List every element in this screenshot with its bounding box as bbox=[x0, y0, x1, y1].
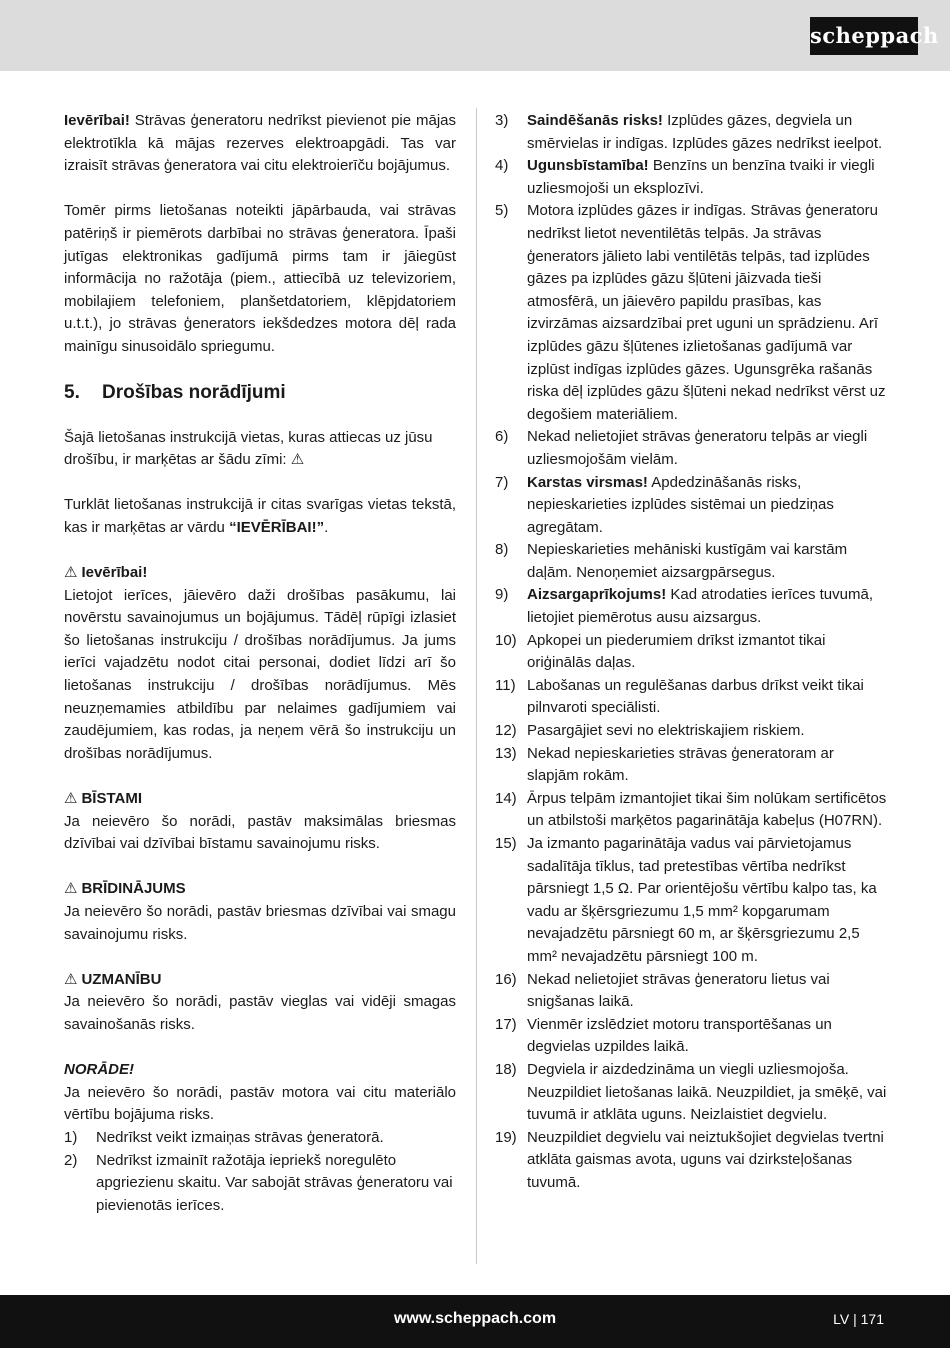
header-band bbox=[0, 0, 950, 71]
item-text bbox=[527, 584, 887, 629]
item-bold: Karstas virsmas! bbox=[527, 473, 648, 491]
intro-bold: Ievērībai! bbox=[64, 112, 130, 129]
item-bold: Saindēšanās risks! bbox=[527, 112, 663, 129]
list-item bbox=[64, 1150, 456, 1218]
list-item bbox=[495, 630, 887, 675]
item-number: 15) bbox=[495, 835, 517, 852]
caution-label: UZMANĪBU bbox=[81, 970, 162, 988]
note-text: Ja neievēro šo norādi, pastāv motora vai citu materiālo vērtību bojājuma risks. bbox=[64, 1083, 456, 1124]
item-text: Neuzpildiet degvielu vai neiztukšojiet degvielas tvertni atklāta gaismas avota, uguns vai dzirksteļošanas tuvumā. bbox=[527, 1128, 884, 1191]
warn-label: Ievērībai! bbox=[81, 564, 148, 582]
list-item bbox=[495, 426, 887, 471]
paragraph-3: Šajā lietošanas instrukcijā vietas, kuras attiecas uz jūsu drošību, ir marķētas ar šādu zīmi: ⚠ bbox=[64, 428, 433, 469]
caution-heading bbox=[64, 969, 456, 992]
item-text: Nedrīkst izmainīt ražotāja iepriekš noregulēto apgriezienu skaitu. Var sabojāt strāvas ģeneratoru vai pievienotās ierīces. bbox=[96, 1151, 453, 1214]
warning-heading bbox=[64, 878, 456, 901]
list-item bbox=[495, 743, 887, 788]
list-item bbox=[495, 720, 887, 743]
item-number: 16) bbox=[495, 970, 517, 988]
item-bold: Ugunsbīstamība! bbox=[527, 157, 649, 175]
item-text: Vienmēr izslēdziet motoru transportēšanas un degvielas uzpildes laikā. bbox=[527, 1015, 832, 1056]
item-text: Nekad nepieskarieties strāvas ģeneratoram ar slapjām rokām. bbox=[527, 744, 834, 785]
warning-text: Ja neievēro šo norādi, pastāv briesmas dzīvībai vai smagu savainojumu risks. bbox=[64, 903, 456, 943]
item-text: Motora izplūdes gāzes ir indīgas. Strāvas ģeneratoru nedrīkst lietot neventilētās telpās. Ja strāvas ģenerators jālieto labi ventilētās telpās, tad izplūdes gāzes pa izplūdes gāzu šļūteni jāizvada tieši atmosfērā, un jāievēro papildu prasības, kas izvirzāmas aizsardzībai pret uguni un sprādzienu. Arī izplūdes gāzu šļūtenes izlietošanas gadījumā var izplūst indīgas izplūdes gāzes. Ugunsgrēka rašanās riska dēļ izplūdes gāzu šļūteni nekad nedrīkst vērst uz degošiem materiāliem. bbox=[527, 202, 886, 423]
item-number: 3) bbox=[495, 112, 509, 129]
footer-bar bbox=[0, 1295, 950, 1348]
footer-url[interactable]: www.scheppach.com bbox=[393, 1310, 557, 1327]
item-text bbox=[527, 472, 887, 540]
item-number: 18) bbox=[495, 1060, 517, 1078]
item-body: Apdedzināšanās risks, nepieskarieties izplūdes sistēmai un piedziņas agregātam. bbox=[527, 473, 834, 536]
section-title: Drošības norādījumi bbox=[102, 381, 286, 403]
intro-text: Strāvas ģeneratoru nedrīkst pievienot pie mājas elektrotīkla kā mājas rezerves elektroapgādi. Tas var izraisīt strāvas ģeneratora vai citu elektroierīču bojājumus. bbox=[64, 112, 456, 175]
warning-label: BRĪDINĀJUMS bbox=[81, 880, 186, 898]
item-bold: Aizsargaprīkojums! bbox=[527, 586, 667, 604]
item-number: 9) bbox=[495, 586, 509, 604]
item-number: 12) bbox=[495, 722, 517, 740]
item-text: Pasargājiet sevi no elektriskajiem riskiem. bbox=[527, 722, 805, 740]
item-number: 1) bbox=[64, 1128, 78, 1146]
left-column bbox=[64, 110, 456, 1217]
list-item bbox=[495, 155, 887, 200]
danger-text: Ja neievēro šo norādi, pastāv maksimālas briesmas dzīvībai vai dzīvībai bīstamu savainojumu risks. bbox=[64, 812, 456, 853]
item-number: 10) bbox=[495, 631, 517, 649]
item-number: 13) bbox=[495, 744, 517, 762]
danger-label: BĪSTAMI bbox=[81, 790, 143, 808]
list-item bbox=[495, 200, 887, 426]
danger-heading bbox=[64, 788, 456, 811]
warn-heading bbox=[64, 562, 456, 585]
item-text: Ja izmanto pagarinātāja vadus vai pārvietojamus sadalītāja tīklus, tad pretestības vērtība nedrīkst pārsniegt 1,5 Ω. Par orientējošu vērtību kalpo tas, ka vadu ar šķērsgriezumu 1,5 mm² kopgarumam nevajadzētu pārsniegt 60 m, ar šķērsgriezumu 2,5 mm² nevajadzētu pārsniegt 100 m. bbox=[527, 835, 877, 965]
item-text: Labošanas un regulēšanas darbus drīkst veikt tikai pilnvaroti speciālisti. bbox=[527, 676, 864, 717]
item-body: Benzīns un benzīna tvaiki ir viegli uzliesmojoši un eksplozīvi. bbox=[527, 157, 875, 197]
list-item bbox=[495, 472, 887, 540]
item-text bbox=[527, 110, 887, 155]
list-item bbox=[495, 1014, 887, 1059]
intro-paragraph bbox=[64, 110, 456, 178]
list-item bbox=[495, 788, 887, 833]
list-item bbox=[495, 675, 887, 720]
item-number: 4) bbox=[495, 157, 509, 175]
right-column bbox=[495, 110, 887, 1195]
page-number: LV | 171 bbox=[833, 1311, 884, 1327]
list-item bbox=[495, 539, 887, 584]
item-number: 7) bbox=[495, 473, 509, 491]
item-text: Apkopei un piederumiem drīkst izmantot tikai oriģinālās daļas. bbox=[527, 631, 826, 672]
item-body: Izplūdes gāzes, degviela un smērvielas ir indīgas. Izplūdes gāzes nedrīkst ieelpot. bbox=[527, 112, 883, 152]
warning-triangle-icon: ⚠ bbox=[64, 970, 78, 988]
item-text: Nepieskarieties mehāniski kustīgām vai karstām daļām. Nenoņemiet aizsargpārsegus. bbox=[527, 541, 848, 581]
para4-post: . bbox=[324, 518, 329, 536]
item-number: 6) bbox=[495, 428, 509, 446]
item-text bbox=[527, 155, 887, 200]
item-number: 14) bbox=[495, 789, 517, 807]
warning-triangle-icon: ⚠ bbox=[64, 790, 78, 808]
list-item bbox=[495, 584, 887, 629]
item-number: 5) bbox=[495, 202, 509, 220]
item-text: Ārpus telpām izmantojiet tikai šim nolūkam sertificētos un atbilstoši marķētos pagarinātāja kabeļus (H07RN). bbox=[527, 789, 887, 830]
item-number: 11) bbox=[495, 676, 516, 694]
brand-logo: scheppach bbox=[810, 17, 918, 55]
item-text: Nedrīkst veikt izmaiņas strāvas ģeneratorā. bbox=[96, 1128, 384, 1146]
right-list bbox=[495, 110, 887, 1195]
item-body: Kad atrodaties ierīces tuvumā, lietojiet piemērotus ausu aizsargus. bbox=[527, 586, 873, 627]
section-heading bbox=[64, 381, 456, 405]
list-item bbox=[495, 1127, 887, 1195]
paragraph-2: Tomēr pirms lietošanas noteikti jāpārbauda, vai strāvas patēriņš ir piemērots darbībai no strāvas ģeneratora. Īpaši jutīgas elektronikas gadījumā pirms tam ir jāiegūst informācija no ražotāja (piem., attiecībā uz televizoriem, mobilajiem telefoniem, planšetdatoriem, klēpjdatoriem u.t.t.), jo strāvas ģenerators iekšdedzes motora dēļ rada mainīgu sinusoidālo spriegumu. bbox=[64, 202, 456, 355]
paragraph-4 bbox=[64, 494, 456, 539]
para4-bold: “IEVĒRĪBAI!” bbox=[229, 518, 325, 536]
column-divider bbox=[476, 108, 477, 1264]
list-item bbox=[64, 1127, 456, 1150]
item-number: 8) bbox=[495, 541, 509, 559]
section-number: 5. bbox=[64, 381, 80, 403]
warn-text: Lietojot ierīces, jāievēro daži drošības pasākumu, lai novērstu savainojumus un bojājumus. Tādēļ rūpīgi izlasiet šo lietošanas instrukciju / drošības norādījumus. Ja jums ierīci vajadzētu nodot citai personai, dodiet līdzi arī šo lietošanas instrukciju / drošības norādījumus. Mēs neuzņemamies atbildību par nelaimes gadījumiem vai zaudējumiem, kas rodas, ja neņem vērā šo instrukciju un drošības norādījumus. bbox=[64, 586, 456, 762]
note-label: NORĀDE! bbox=[64, 1061, 134, 1079]
list-item bbox=[495, 1059, 887, 1127]
list-item bbox=[495, 833, 887, 969]
item-text: Nekad nelietojiet strāvas ģeneratoru telpās ar viegli uzliesmojošām vielām. bbox=[527, 428, 868, 468]
warning-triangle-icon: ⚠ bbox=[64, 880, 78, 898]
item-number: 17) bbox=[495, 1015, 517, 1033]
list-item bbox=[495, 969, 887, 1014]
item-number: 19) bbox=[495, 1128, 517, 1146]
item-text: Nekad nelietojiet strāvas ģeneratoru lietus vai snigšanas laikā. bbox=[527, 970, 830, 1011]
item-text: Degviela ir aizdedzināma un viegli uzliesmojoša. Neuzpildiet lietošanas laikā. Neuzpildiet, ja smēķē, vai tuvumā ir atklāta uguns. Neizlaistiet degvielu. bbox=[527, 1060, 887, 1124]
caution-text: Ja neievēro šo norādi, pastāv vieglas vai vidēji smagas savainošanās risks. bbox=[64, 993, 456, 1033]
list-item bbox=[495, 110, 887, 155]
item-number: 2) bbox=[64, 1151, 78, 1169]
warning-triangle-icon: ⚠ bbox=[64, 564, 78, 582]
left-list bbox=[64, 1127, 456, 1217]
para4-pre: Turklāt lietošanas instrukcijā ir citas svarīgas vietas tekstā, kas ir marķētas ar vārdu bbox=[64, 496, 456, 536]
